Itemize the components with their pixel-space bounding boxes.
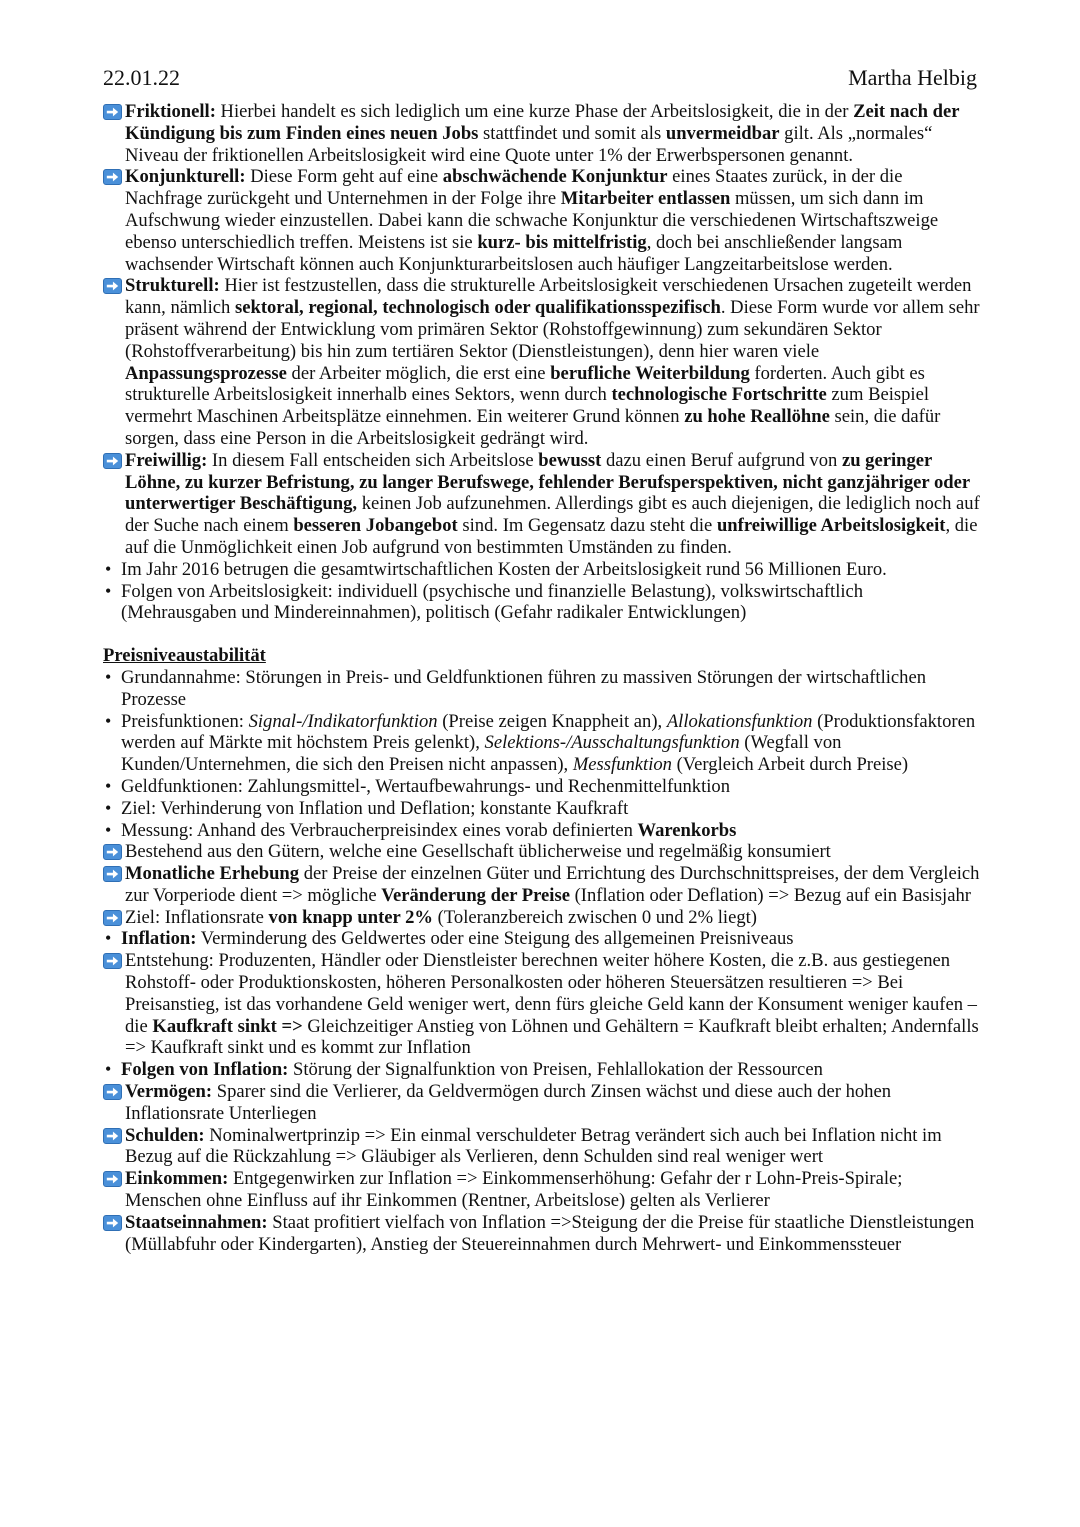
- bold-text: besseren Jobangebot: [293, 515, 458, 537]
- bold-text: Staatseinnahmen:: [125, 1211, 268, 1233]
- text-segment: gilt. Als „normales“ Niveau der friktionellen Arbeitslosigkeit wird eine Quote unter 1% der Erwerbspersonen genannt.: [125, 122, 933, 166]
- bold-text: Anpassungsprozesse: [125, 362, 287, 384]
- text-segment: sein, die dafür sorgen, dass eine Person in die Arbeitslosigkeit gedrängt wird.: [125, 406, 941, 449]
- arrow-right-icon: [103, 104, 122, 120]
- bullet-icon: •: [105, 580, 112, 601]
- arrow-list-item: [103, 907, 983, 929]
- bold-text: unfreiwillige Arbeitslosigkeit: [716, 515, 946, 537]
- bold-text: Warenkorbs: [637, 819, 737, 841]
- section-title: Preisniveaustabilität: [103, 645, 266, 667]
- bold-text: Strukturell:: [125, 275, 220, 297]
- text-segment: der Preise der einzelnen Güter und Errichtung des Durchschnittspreises, der dem Vergleich zur Vorperiode dient => mögliche: [125, 863, 980, 906]
- arrow-right-icon: [103, 953, 122, 969]
- text-segment: der Arbeiter möglich, die erst eine: [286, 362, 551, 384]
- bold-text: abschwächende Konjunktur: [442, 166, 668, 188]
- text-segment: Verminderung des Geldwertes oder eine Steigung des allgemeinen Preisniveaus: [196, 928, 794, 950]
- arrow-right-icon: [103, 169, 122, 185]
- arrow-right-icon: [103, 453, 122, 469]
- bold-text: Veränderung der Preise: [381, 884, 570, 906]
- text-segment: (Produktionsfaktoren werden auf Märkte mit höchstem Preis gelenkt),: [121, 710, 976, 754]
- italic-text: Allokationsfunktion: [666, 710, 813, 732]
- text-segment: Hierbei handelt es sich lediglich um eine kurze Phase der Arbeitslosigkeit, die in der: [215, 101, 854, 122]
- bullet-list-item: [103, 559, 983, 581]
- arrow-list-item: [103, 1168, 983, 1212]
- page-header: [103, 64, 977, 92]
- text-segment: Störung der Signalfunktion von Preisen, Fehlallokation der Ressourcen: [288, 1059, 823, 1081]
- arrow-right-icon: [103, 1084, 122, 1100]
- bullet-icon: •: [105, 797, 112, 818]
- italic-text: Messfunktion: [572, 754, 672, 776]
- bullet-icon: •: [105, 1059, 112, 1080]
- arrow-list-item: [103, 450, 983, 559]
- bullet-list-item: [103, 711, 983, 776]
- bold-text: sektoral, regional, technologisch oder qualifikationsspezifisch: [234, 297, 721, 319]
- arrow-list-item: [103, 101, 983, 166]
- bullet-list-item: [103, 820, 983, 842]
- text-segment: Entstehung: Produzenten, Händler oder Dienstleister berechnen weiter höhere Kosten, die z.B. aus gestiegenen Rohstoff- oder Produktionskosten, höheren Personalkosten oder höheren Steuersätzen resultieren => Bei Preisanstieg, ist das vorhandene Geld weniger wert, denn fürs gleiche Geld kann der Konsument weniger kaufen – die: [125, 950, 977, 1037]
- arrow-right-icon: [103, 278, 122, 294]
- arrow-right-icon: [103, 1215, 122, 1231]
- arrow-right-icon: [103, 910, 122, 926]
- bold-text: zu geringer Löhne, zu kurzer Befristung, zu langer Berufswege, fehlender Berufsperspektiven, nicht ganzjähriger oder unterwertiger Beschäftigung,: [125, 449, 970, 515]
- bold-text: bewusst: [538, 449, 602, 471]
- text-segment: Entgegenwirken zur Inflation => Einkommenserhöhung: Gefahr der r Lohn-Preis-Spirale; Menschen ohne Einfluss auf ihr Einkommen (Rentner, Arbeitslose) gelten als Verlierer: [125, 1168, 903, 1212]
- arrow-list-item: [103, 841, 983, 863]
- italic-text: Selektions-/Ausschaltungsfunktion: [484, 732, 740, 754]
- text-segment: Hier ist festzustellen, dass die strukturelle Arbeitslosigkeit verschiedenen Ursachen zugeteilt werden kann, nämlich: [125, 275, 972, 319]
- text-segment: (Toleranzbereich zwischen 0 und 2% liegt): [433, 906, 757, 928]
- arrow-right-icon: [103, 844, 122, 860]
- bullet-list-item: [103, 581, 983, 625]
- text-segment: Staat profitiert vielfach von Inflation =>Steigung der die Preise für staatliche Dienstleistungen (Müllabfuhr oder Kindergarten), Anstieg der Steuereinnahmen durch Mehrwert- und Einkommenssteuer: [125, 1211, 975, 1255]
- bold-text: Schulden:: [125, 1124, 205, 1146]
- text-segment: Ziel: Inflationsrate: [125, 906, 269, 928]
- arrow-right-icon: [103, 866, 122, 882]
- text-segment: Sparer sind die Verlierer, da Geldvermögen durch Zinsen wächst und diese auch der hohen Inflationsrate Unterliegen: [125, 1081, 892, 1124]
- text-segment: dazu einen Beruf aufgrund von: [601, 449, 842, 471]
- arrow-right-icon: [103, 1128, 122, 1144]
- italic-text: Signal-/Indikatorfunktion: [248, 710, 438, 732]
- bullet-icon: •: [105, 710, 112, 731]
- text-segment: Preisfunktionen:: [121, 710, 249, 732]
- text-segment: (Preise zeigen Knappheit an),: [437, 710, 667, 732]
- arrow-list-item: [103, 1212, 983, 1256]
- arrow-list-item: [103, 275, 983, 449]
- text-segment: (Inflation oder Deflation) => Bezug auf ein Basisjahr: [569, 884, 971, 906]
- text-segment: , doch bei anschließender langsam wachsender Wirtschaft können auch Konjunkturarbeitslosen auch häufiger Langzeitarbeitslose werden.: [125, 231, 903, 275]
- bold-text: Einkommen:: [125, 1168, 229, 1190]
- bullet-icon: •: [105, 819, 112, 840]
- bullet-list-item: [103, 928, 983, 950]
- bold-text: Konjunkturell:: [125, 166, 246, 188]
- arrow-list-item: [103, 1125, 983, 1169]
- bold-text: kurz- bis mittelfristig: [477, 231, 647, 253]
- bold-text: Folgen von Inflation:: [121, 1059, 289, 1081]
- text-segment: keinen Job aufzunehmen. Allerdings gibt es auch diejenigen, die lediglich noch auf der Suche nach einem: [125, 493, 980, 537]
- text-segment: Ziel: Verhinderung von Inflation und Deflation; konstante Kaufkraft: [121, 797, 629, 819]
- header-author: Martha Helbig: [848, 65, 977, 90]
- text-segment: , die auf die Unmöglichkeit einen Job aufgrund von bestimmten Umständen zu finden.: [125, 515, 978, 558]
- text-segment: Diese Form geht auf eine: [245, 166, 443, 188]
- bullet-icon: •: [105, 775, 112, 796]
- text-segment: Gleichzeitiger Anstieg von Löhnen und Gehältern = Kaufkraft bleibt erhalten; Andernfalls => Kaufkraft sinkt und es kommt zur Inflation: [125, 1015, 979, 1059]
- text-segment: eines Staates zurück, in der die Nachfrage zurückgeht und Unternehmen in der Folge ihre: [125, 166, 903, 210]
- bold-text: Freiwillig:: [125, 449, 208, 471]
- bullet-list-item: [103, 776, 983, 798]
- bold-text: zu hohe Reallöhne: [684, 406, 830, 428]
- bullet-icon: •: [105, 928, 112, 949]
- arrow-list-item: [103, 863, 983, 907]
- text-segment: Geldfunktionen: Zahlungsmittel-, Wertaufbewahrungs- und Rechenmittelfunktion: [121, 775, 731, 797]
- bold-text: von knapp unter 2%: [268, 906, 434, 928]
- text-segment: Bestehend aus den Gütern, welche eine Gesellschaft üblicherweise und regelmäßig konsumiert: [125, 841, 831, 863]
- bullet-icon: •: [105, 558, 112, 579]
- bold-text: unvermeidbar: [665, 122, 780, 144]
- text-segment: sind. Im Gegensatz dazu steht die: [457, 515, 717, 537]
- bold-text: technologische Fortschritte: [611, 384, 827, 406]
- text-segment: (Wegfall von Kunden/Unternehmen, die sich den Preisen nicht anpassen),: [121, 732, 842, 776]
- text-segment: stattfindet und somit als: [478, 122, 666, 144]
- text-segment: Im Jahr 2016 betrugen die gesamtwirtschaftlichen Kosten der Arbeitslosigkeit rund 56 Millionen Euro.: [121, 558, 887, 580]
- bold-text: Vermögen:: [125, 1081, 213, 1103]
- text-segment: forderten. Auch gibt es strukturelle Arbeitslosigkeit innerhalb eines Sektors, wenn durch: [125, 362, 925, 406]
- text-segment: . Diese Form wurde vor allem sehr präsent während der Entwicklung vom primären Sektor (Rohstoffgewinnung) zum sekundären Sektor (Rohstoffverarbeitung) bis hin zum tertiären Sektor (Dienstleistungen), denn hier waren viele: [125, 297, 980, 362]
- bold-text: Mitarbeiter entlassen: [560, 188, 731, 210]
- bullet-list-item: [103, 667, 983, 711]
- document-body: [103, 101, 983, 1255]
- text-segment: In diesem Fall entscheiden sich Arbeitslose: [207, 449, 539, 471]
- text-segment: Folgen von Arbeitslosigkeit: individuell (psychische und finanzielle Belastung), volkswirtschaftlich (Mehrausgaben und Mindereinnahmen), politisch (Gefahr radikaler Entwicklungen): [121, 580, 864, 624]
- text-segment: Grundannahme: Störungen in Preis- und Geldfunktionen führen zu massiven Störungen der wirtschaftlichen Prozesse: [121, 666, 927, 710]
- bold-text: berufliche Weiterbildung: [550, 362, 750, 384]
- text-segment: (Vergleich Arbeit durch Preise): [671, 754, 909, 776]
- bullet-icon: •: [105, 666, 112, 687]
- header-date: 22.01.22: [103, 65, 180, 90]
- arrow-right-icon: [103, 1171, 122, 1187]
- arrow-list-item: [103, 166, 983, 275]
- bullet-list-item: [103, 798, 983, 820]
- text-segment: Nominalwertprinzip => Ein einmal verschuldeter Betrag verändert sich auch bei Inflation nicht im Bezug auf die Rückzahlung => Gläubiger als Verlieren, denn Schulden sind real weniger wert: [125, 1124, 942, 1168]
- text-segment: Messung: Anhand des Verbraucherpreisindex eines vorab definierten: [121, 819, 638, 841]
- bold-text: Zeit nach der Kündigung bis zum Finden eines neuen Jobs: [125, 101, 960, 144]
- bold-text: Monatliche Erhebung: [125, 863, 300, 885]
- bold-text: Kaufkraft sinkt =>: [152, 1015, 303, 1037]
- bold-text: Friktionell:: [125, 101, 216, 122]
- arrow-list-item: [103, 950, 983, 1059]
- arrow-list-item: [103, 1081, 983, 1125]
- bold-text: Inflation:: [121, 928, 197, 950]
- text-segment: zum Beispiel vermehrt Maschinen Arbeitsplätze einnehmen. Ein weiterer Grund können: [125, 384, 930, 428]
- bullet-list-item: [103, 1059, 983, 1081]
- text-segment: müssen, um sich dann im Aufschwung wieder einzustellen. Dabei kann die schwache Konjunktur die verschiedenen Wirtschaftszweige ebenso unterschiedlich treffen. Meistens ist sie: [125, 188, 939, 253]
